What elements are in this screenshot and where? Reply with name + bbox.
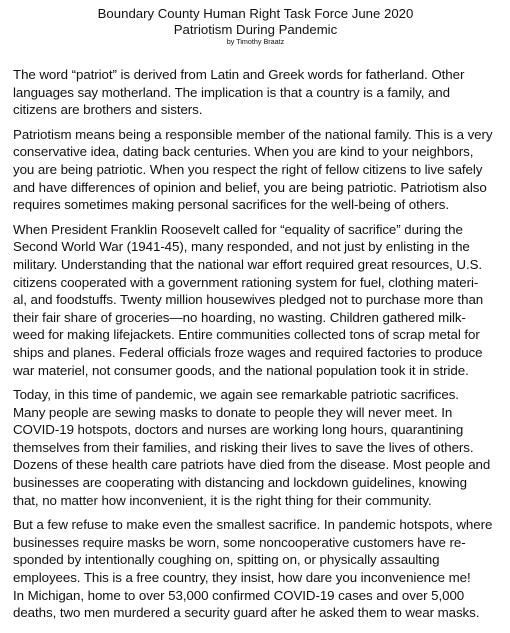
paragraph-4: [13, 386, 498, 509]
text-line: businesses require masks be worn, some noncooperative customers have re-: [13, 534, 466, 550]
text-line: deaths, two men murdered a security guard after he asked them to wear masks.: [13, 605, 480, 621]
document-header: [13, 6, 498, 46]
article-body: [13, 66, 498, 622]
document-title: Boundary County Human Right Task Force June 2020: [97, 6, 414, 21]
author-byline: by Timothy Braatz: [226, 37, 285, 46]
text-line: you are being patriotic. When you respect the right of fellow citizens to live safely: [13, 161, 483, 177]
text-line: citizens are brothers and sisters.: [13, 102, 203, 118]
text-line: businesses are cooperating with distancing and lockdown guidelines, knowing: [13, 475, 467, 491]
text-line: ships and planes. Federal officials froze wages and required factories to produce: [13, 344, 483, 360]
text-line: conservative idea, dating back centuries. When you are kind to your neighbors,: [13, 144, 474, 160]
text-line: employees. This is a free country, they insist, how dare you inconvenience me!: [13, 570, 471, 586]
text-line: Patriotism means being a responsible member of the national family. This is a very: [13, 126, 493, 142]
text-line: requires sometimes making personal sacrifices for the well-being of others.: [13, 197, 450, 213]
text-line: and have differences of opinion and belief, you are being patriotic. Patriotism also: [13, 179, 487, 195]
text-line: weed for making lifejackets. Entire communities collected tons of scrap metal for: [13, 327, 480, 343]
text-line: sponded by intentionally coughing on, spitting on, or physically assaulting: [13, 552, 440, 568]
text-line: Today, in this time of pandemic, we again see remarkable patriotic sacrifices.: [13, 387, 459, 403]
text-line: citizens cooperated with a government rationing system for fuel, clothing materi-: [13, 274, 479, 290]
document-subtitle: Patriotism During Pandemic: [173, 22, 338, 37]
text-line: that, no matter how inconvenient, it is the right thing for their community.: [13, 492, 432, 508]
paragraph-3: [13, 221, 498, 379]
paragraph-5: [13, 516, 498, 622]
text-line: languages say motherland. The implication is that a country is a family, and: [13, 84, 450, 100]
text-line: Many people are sewing masks to donate to people they will never meet. In: [13, 404, 453, 420]
text-line: military. Understanding that the national war effort required great resources, U.S.: [13, 256, 483, 272]
text-line: In Michigan, home to over 53,000 confirmed COVID-19 cases and over 5,000: [13, 587, 465, 603]
text-line: al, and foodstuffs. Twenty million housewives pledged not to purchase more than: [13, 292, 484, 308]
text-line: COVID-19 hotspots, doctors and nurses are working long hours, quarantining: [13, 422, 464, 438]
text-line: Dozens of these health care patriots have died from the disease. Most people and: [13, 457, 491, 473]
paragraph-2: [13, 126, 498, 214]
text-line: When President Franklin Roosevelt called for “equality of sacrifice” during the: [13, 221, 463, 237]
text-line: But a few refuse to make even the smallest sacrifice. In pandemic hotspots, where: [13, 517, 493, 533]
text-line: Second World War (1941-45), many responded, and not just by enlisting in the: [13, 239, 470, 255]
text-line: war materiel, not consumer goods, and the national population took it in stride.: [13, 362, 469, 378]
text-line: themselves from their families, and risking their lives to save the lives of others.: [13, 439, 474, 455]
text-line: their fair share of groceries—no hoarding, no wasting. Children gathered milk-: [13, 309, 466, 325]
text-line: The word “patriot” is derived from Latin and Greek words for fatherland. Other: [13, 67, 465, 82]
paragraph-1: [13, 66, 498, 119]
